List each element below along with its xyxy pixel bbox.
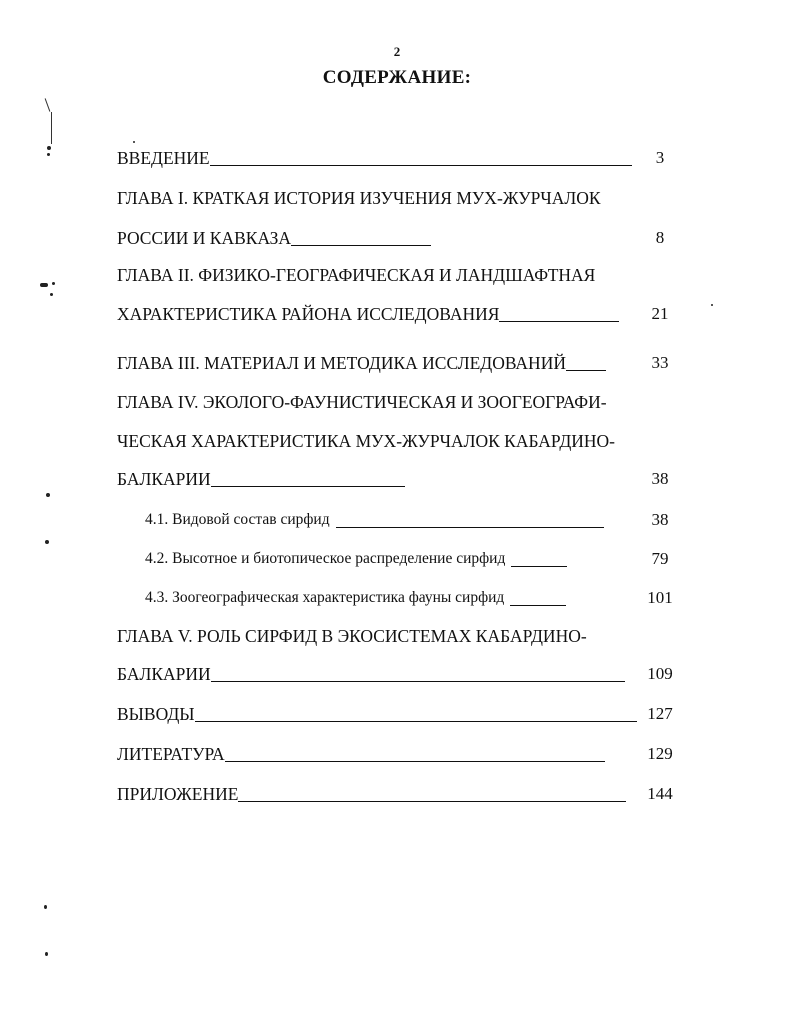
toc-entry-ch5 (117, 663, 625, 685)
toc-entry-literature-label: ЛИТЕРАТУРА (117, 744, 225, 764)
scan-speck (47, 146, 51, 150)
toc-entry-ch3-line1: ГЛАВА III. МАТЕРИАЛ И МЕТОДИКА ИССЛЕДОВАНИЙ (117, 353, 566, 373)
toc-entry-ch1 (117, 227, 431, 249)
toc-entry-4-3-label: 4.3. Зоогеографическая характеристика фауны сирфид (145, 589, 505, 606)
page-title: СОДЕРЖАНИЕ: (322, 67, 472, 88)
toc-leader (510, 588, 566, 606)
scan-mark (51, 112, 52, 144)
scan-speck (40, 283, 48, 287)
toc-entry-4-3 (145, 587, 566, 609)
toc-page-ch1: 8 (655, 228, 665, 247)
toc-page-appendix: 144 (647, 784, 673, 803)
toc-entry-ch4 (117, 468, 405, 490)
toc-entry-4-1 (145, 509, 604, 531)
scan-mark (45, 98, 51, 111)
toc-page-ch5: 109 (647, 664, 673, 683)
toc-entry-ch2-line2: ХАРАКТЕРИСТИКА РАЙОНА ИССЛЕДОВАНИЯ (117, 304, 500, 324)
toc-entry-4-2-label: 4.2. Высотное и биотопическое распределение сирфид (145, 550, 506, 567)
page-number: 2 (393, 44, 401, 59)
toc-entry-literature (117, 743, 605, 765)
toc-leader (210, 148, 632, 166)
toc-leader (336, 510, 604, 528)
toc-page-ch2: 21 (651, 304, 669, 323)
scan-speck (47, 153, 50, 156)
toc-entry-ch4-line2: ЧЕСКАЯ ХАРАКТЕРИСТИКА МУХ-ЖУРЧАЛОК КАБАРДИНО- (117, 431, 616, 451)
toc-leader (499, 304, 619, 322)
scan-speck (711, 304, 713, 306)
toc-entry-appendix-label: ПРИЛОЖЕНИЕ (117, 784, 239, 804)
toc-leader (211, 469, 405, 487)
toc-entry-appendix (117, 783, 626, 805)
scan-speck (52, 282, 55, 285)
toc-entry-ch3 (117, 352, 606, 374)
toc-leader (511, 549, 567, 567)
scan-speck (44, 905, 47, 909)
toc-leader (291, 228, 431, 246)
toc-entry-4-2 (145, 548, 567, 570)
scan-speck (45, 540, 49, 544)
toc-leader (211, 664, 625, 682)
toc-entry-intro-label: ВВЕДЕНИЕ (117, 148, 210, 168)
toc-entry-conclusions-label: ВЫВОДЫ (117, 704, 195, 724)
toc-entry-ch2 (117, 303, 619, 325)
scan-speck (45, 952, 48, 956)
toc-page-4-3: 101 (647, 588, 673, 607)
toc-leader (566, 353, 606, 371)
toc-entry-4-1-label: 4.1. Видовой состав сирфид (145, 511, 330, 528)
toc-entry-ch4-line1: ГЛАВА IV. ЭКОЛОГО-ФАУНИСТИЧЕСКАЯ И ЗООГЕОГРАФИ- (117, 392, 607, 412)
toc-entry-ch5-line1: ГЛАВА V. РОЛЬ СИРФИД В ЭКОСИСТЕМАХ КАБАРДИНО- (117, 626, 587, 646)
toc-page-intro: 3 (655, 148, 665, 167)
scan-speck (133, 141, 135, 143)
toc-page-conclusions: 127 (647, 704, 673, 723)
toc-leader (238, 784, 626, 802)
toc-entry-ch1-line2: РОССИИ И КАВКАЗА (117, 228, 292, 248)
toc-leader (195, 704, 637, 722)
toc-page-4-2: 79 (651, 549, 669, 568)
toc-leader (225, 744, 605, 762)
toc-entry-conclusions (117, 703, 637, 725)
toc-page-4-1: 38 (651, 510, 669, 529)
toc-page-literature: 129 (647, 744, 673, 763)
toc-entry-ch5-line2: БАЛКАРИИ (117, 664, 211, 684)
toc-page-ch4: 38 (651, 469, 669, 488)
toc-entry-intro (117, 147, 632, 169)
toc-entry-ch2-line1: ГЛАВА II. ФИЗИКО-ГЕОГРАФИЧЕСКАЯ И ЛАНДШАФТНАЯ (117, 265, 596, 285)
toc-entry-ch4-line3: БАЛКАРИИ (117, 469, 211, 489)
toc-page-ch3: 33 (651, 353, 669, 372)
toc-entry-ch1-line1: ГЛАВА I. КРАТКАЯ ИСТОРИЯ ИЗУЧЕНИЯ МУХ-ЖУРЧАЛОК (117, 188, 601, 208)
scan-speck (46, 493, 50, 497)
scan-speck (50, 293, 53, 296)
